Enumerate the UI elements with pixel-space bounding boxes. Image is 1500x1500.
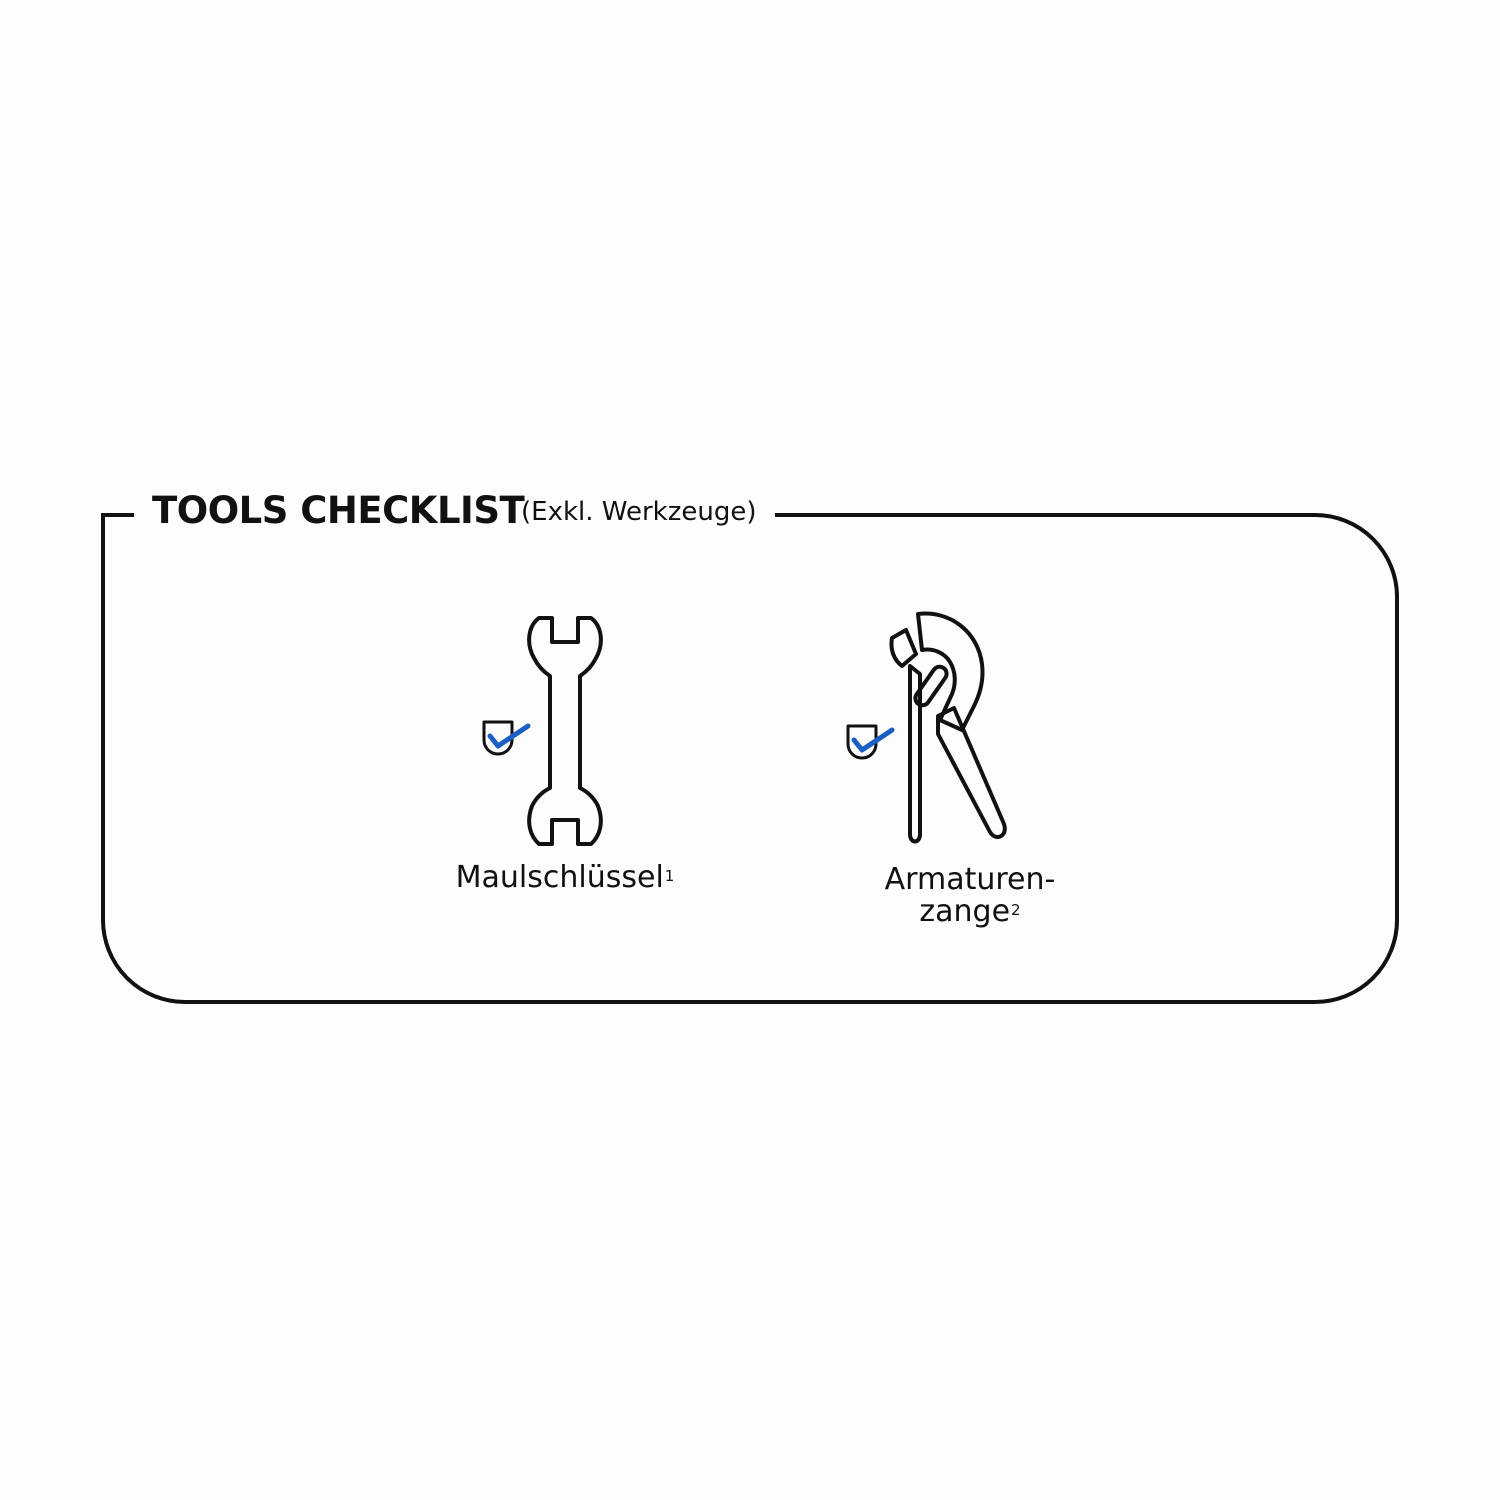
footnote-marker: 2 [1011, 901, 1021, 919]
checklist-title: TOOLS CHECKLIST [152, 489, 525, 532]
pipe-wrench-pliers-icon [880, 608, 1020, 854]
checkmark-badge-icon [478, 718, 534, 762]
tool-label-text: zange [919, 894, 1011, 929]
tool-label-line1: Armaturen- [884, 862, 1056, 897]
checklist-subtitle: (Exkl. Werkzeuge) [521, 497, 757, 527]
tool-label-pliers [850, 864, 1090, 928]
tool-label-line2 [850, 896, 1090, 928]
checkmark-badge-icon [842, 722, 898, 766]
footnote-marker: 1 [664, 867, 675, 885]
tool-label-text: Maulschlüssel [455, 860, 664, 895]
tool-label-wrench [440, 862, 690, 894]
